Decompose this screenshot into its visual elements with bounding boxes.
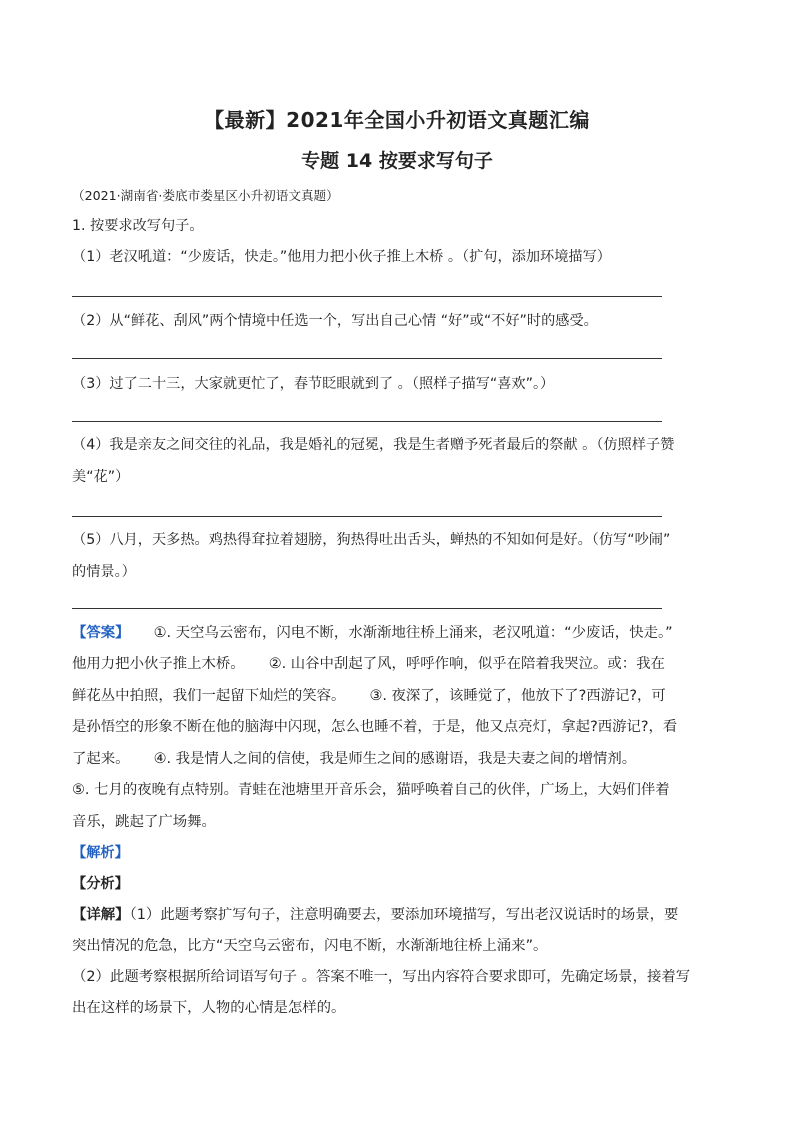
answer-text-2a: 他用力把小伙子推上木桥。	[72, 656, 245, 672]
question-source: （2021·湖南省·娄底市娄星区小升初语文真题）	[72, 188, 339, 203]
jiexi-label: 【解析】	[72, 845, 129, 861]
answer-line-1	[72, 623, 726, 643]
question-item-5-line-2: 的情景。）	[72, 564, 136, 580]
answer-blank-1	[72, 296, 662, 297]
question-item-4-line-1: （4）我是亲友之间交往的礼品，我是婚礼的冠冕，我是生者赠予死者最后的祭献 。（仿照样子赞	[72, 437, 675, 453]
answer-line-5	[72, 749, 726, 769]
analysis-label	[72, 843, 129, 863]
answer-text-5a: 了起来。	[72, 751, 130, 767]
answer-blank-4	[72, 516, 662, 517]
detail-line-4: 出在这样的场景下，人物的心情是怎样的。	[72, 1000, 346, 1016]
detail-text-1a: （1）此题考察扩写句子，注意明确要去，要添加环境描写，写出老汉说话时的场景，要	[129, 907, 679, 923]
answer-label: 【答案】	[72, 625, 130, 641]
question-item-1: （1）老汉吼道：“少废话，快走。”他用力把小伙子推上木桥 。（扩句，添加环境描写）	[72, 249, 611, 265]
fenxi-line	[72, 874, 129, 894]
document-subtitle: 专题 14 按要求写句子	[301, 150, 493, 172]
answer-text-1: ①. 天空乌云密布，闪电不断，水渐渐地往桥上涌来，老汉吼道：“少废话，快走。”	[153, 625, 673, 641]
detail-line-1	[72, 905, 726, 925]
answer-blank-5	[72, 608, 662, 609]
answer-line-7: 音乐，跳起了广场舞。	[72, 814, 216, 830]
question-item-3: （3）过了二十三，大家就更忙了，春节眨眼就到了 。（照样子描写“喜欢”。）	[72, 376, 555, 392]
document-title: 【最新】2021年全国小升初语文真题汇编	[204, 108, 590, 132]
answer-line-3	[72, 686, 726, 706]
detail-line-2: 突出情况的危急，比方“天空乌云密布，闪电不断，水渐渐地往桥上涌来”。	[72, 938, 548, 954]
answer-text-3a: 鲜花丛中拍照，我们一起留下灿烂的笑容。	[72, 688, 346, 704]
xiangjie-label: 【详解】	[72, 907, 130, 923]
answer-text-2b: ②. 山谷中刮起了风，呼呼作响，似乎在陪着我哭泣。或：我在	[268, 656, 665, 672]
question-item-2: （2）从“鲜花、刮风”两个情境中任选一个，写出自己心情 “好”或“不好”时的感受。	[72, 313, 598, 329]
detail-line-3: （2）此题考察根据所给词语写句子 。答案不唯一，写出内容符合要求即可，先确定场景，接着写	[72, 969, 691, 985]
question-stem: 1. 按要求改写句子。	[72, 218, 204, 234]
answer-line-2	[72, 654, 726, 674]
question-item-4-line-2: 美“花”）	[72, 469, 130, 485]
answer-blank-2	[72, 358, 662, 359]
answer-text-5b: ④. 我是情人之间的信使，我是师生之间的感谢语，我是夫妻之间的增情剂。	[153, 751, 637, 767]
answer-text-3b: ③. 夜深了，该睡觉了，他放下了?西游记?，可	[369, 688, 666, 704]
answer-line-6: ⑤. 七月的夜晚有点特别。青蛙在池塘里开音乐会，猫呼唤着自己的伙伴，广场上，大妈们伴着	[72, 782, 670, 798]
answer-line-4: 是孙悟空的形象不断在他的脑海中闪现，怎么也睡不着，于是，他又点亮灯，拿起?西游记?，看	[72, 719, 678, 735]
question-item-5-line-1: （5）八月，天多热。鸡热得耷拉着翅膀，狗热得吐出舌头，蝉热的不知如何是好。（仿写“吵闹”	[72, 532, 671, 548]
answer-blank-3	[72, 421, 662, 422]
fenxi-label: 【分析】	[72, 876, 129, 892]
